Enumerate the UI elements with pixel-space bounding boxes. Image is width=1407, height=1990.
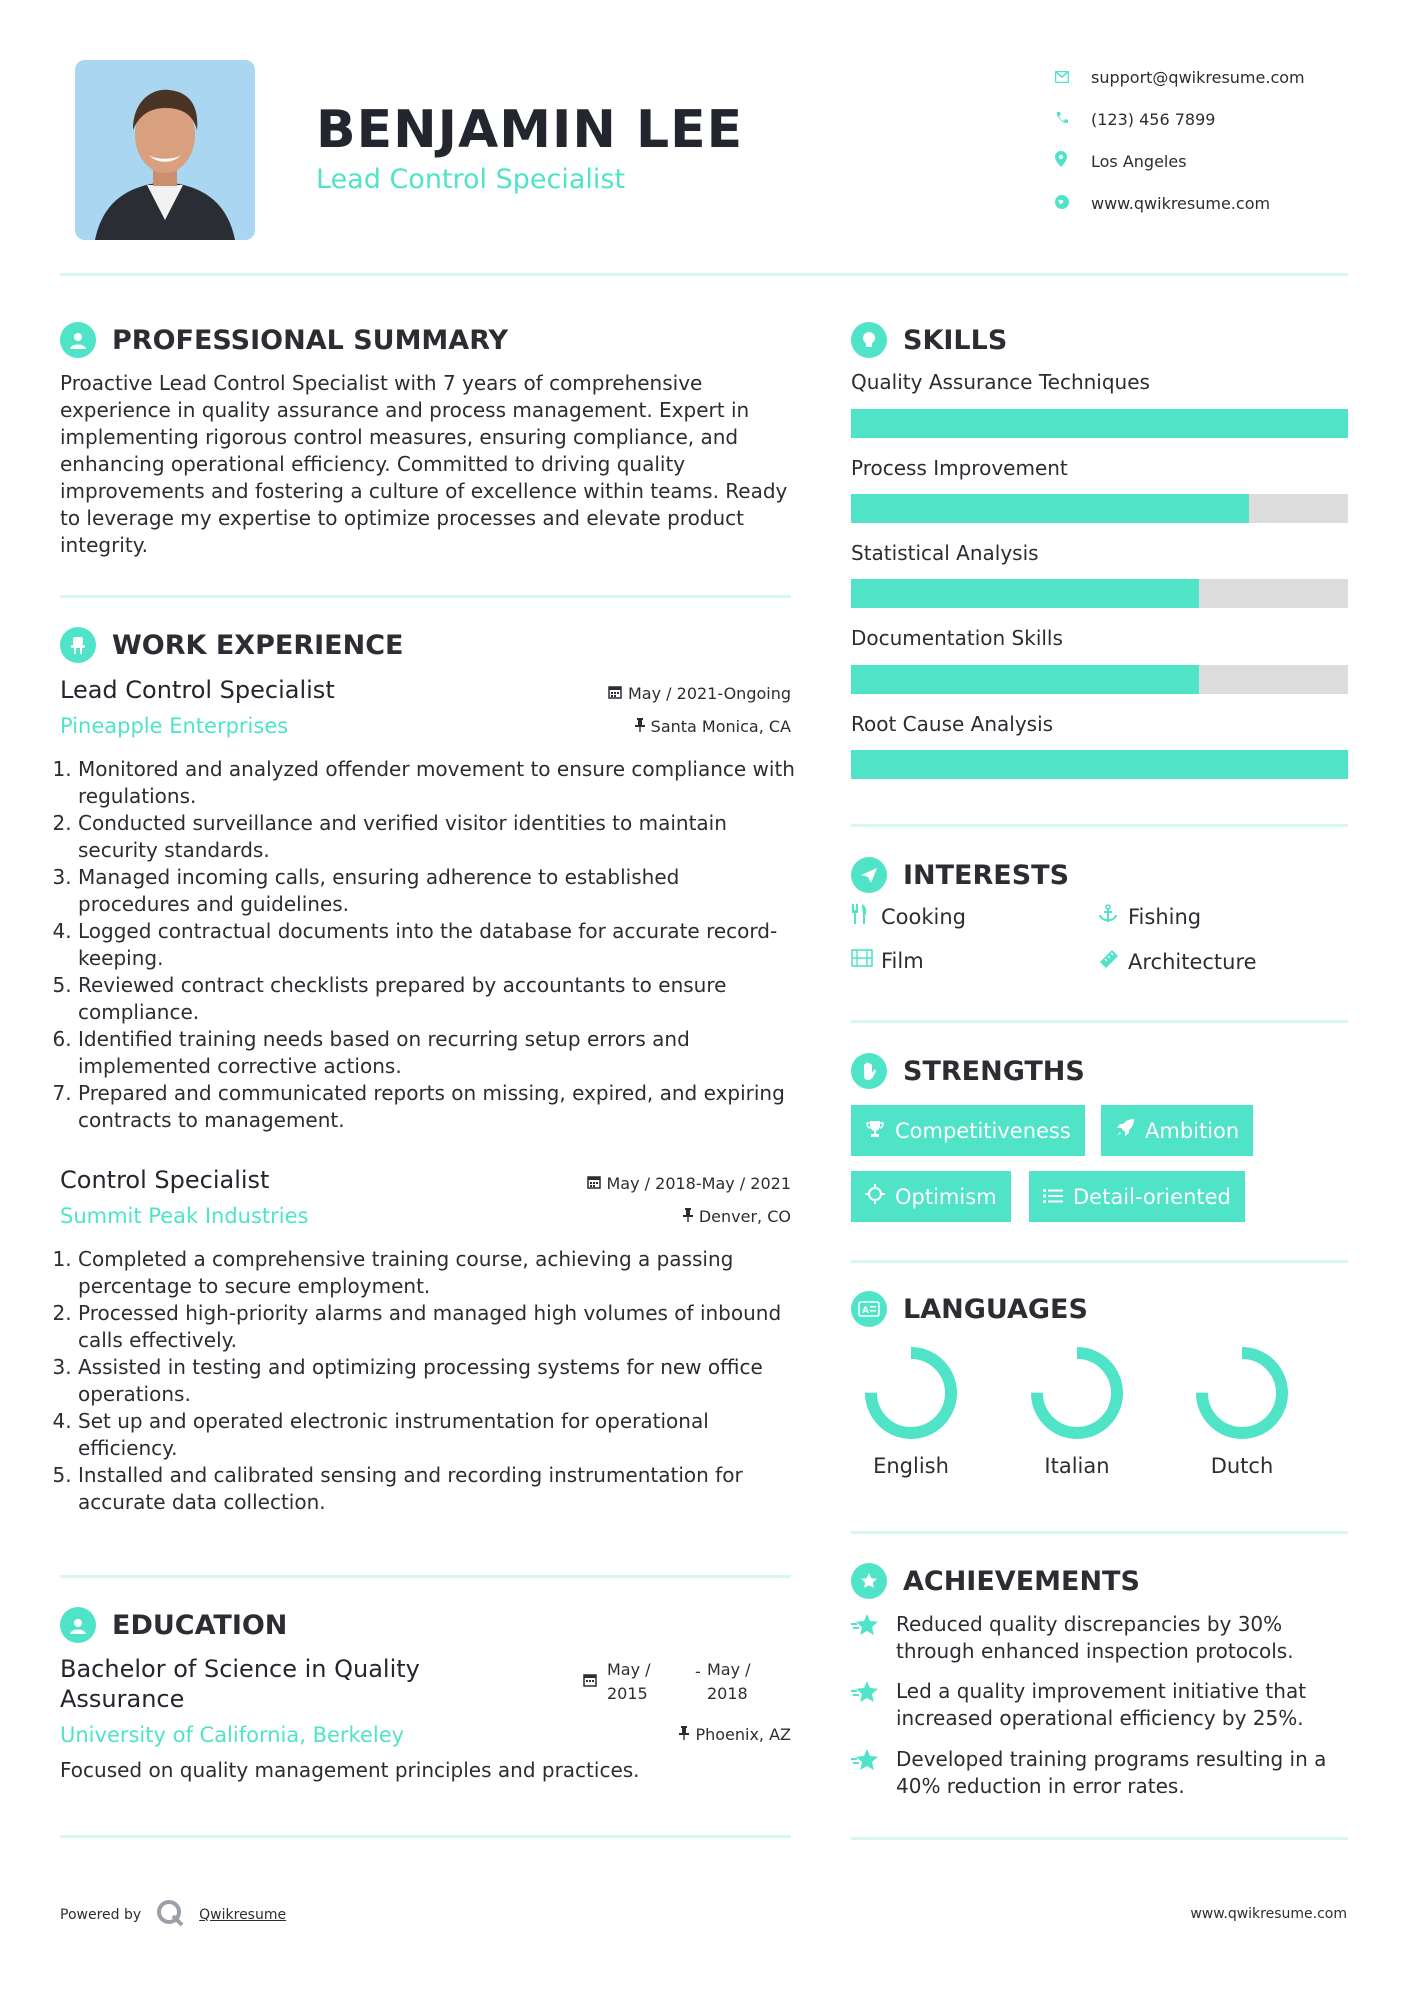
calendar-icon [583, 1658, 597, 1706]
contact-phone-text: (123) 456 7899 [1091, 109, 1216, 129]
contact-phone[interactable] [1055, 98, 1355, 140]
job-2-dates: May / 2018-May / 2021 [587, 1174, 792, 1193]
strengths-heading: STRENGTHS [851, 1053, 1085, 1089]
anchor-icon [1098, 904, 1128, 930]
language-italian [1017, 1346, 1137, 1478]
education-school: University of California, Berkeley [60, 1723, 405, 1747]
education-location: Phoenix, AZ [679, 1725, 791, 1744]
skills-heading: SKILLS [851, 322, 1007, 358]
skill-bar-fill [851, 665, 1199, 694]
pin-icon [683, 1207, 693, 1226]
pin-icon [635, 717, 645, 736]
trophy-icon [865, 1119, 885, 1143]
achievement-item: Reduced quality discrepancies by 30% through enhanced inspection protocols. [851, 1611, 1351, 1665]
list-item: 6. Identified training needs based on recurring setup errors and implemented corrective actions. [78, 1026, 795, 1080]
calendar-icon [608, 684, 622, 703]
list-item: 5. Installed and calibrated sensing and recording instrumentation for accurate data collection. [78, 1462, 795, 1516]
star-badge-icon [851, 1563, 887, 1599]
summary-heading: PROFESSIONAL SUMMARY [60, 322, 508, 358]
language-label: English [873, 1454, 949, 1478]
strength-chip: Ambition [1101, 1105, 1253, 1156]
experience-heading: WORK EXPERIENCE [60, 627, 403, 663]
strengths-divider [851, 1260, 1348, 1263]
skill-bar-fill [851, 579, 1199, 608]
language-dutch [1182, 1346, 1302, 1478]
language-gauge [1030, 1346, 1124, 1440]
list-item: 4. Logged contractual documents into the database for accurate record-keeping. [78, 918, 795, 972]
star-icon [851, 1746, 896, 1800]
language-label: Italian [1044, 1454, 1110, 1478]
languages-divider [851, 1531, 1348, 1534]
candidate-name: BENJAMIN LEE [316, 100, 744, 160]
header-divider [60, 273, 1348, 276]
powered-by-text: Powered by [60, 1907, 142, 1923]
achievements-heading: ACHIEVEMENTS [851, 1563, 1140, 1599]
job-2-duties [60, 1246, 795, 1516]
rocket-icon [1115, 1118, 1135, 1143]
list-item: 1. Monitored and analyzed offender movement to ensure compliance with regulations. [78, 756, 795, 810]
job-2-title: Control Specialist [60, 1166, 270, 1194]
chair-icon [60, 627, 96, 663]
ruler-icon [1098, 948, 1128, 976]
job-2-location: Denver, CO [683, 1207, 791, 1226]
interests-heading: INTERESTS [851, 857, 1069, 893]
skill-bar [851, 579, 1348, 608]
skill-bar [851, 750, 1348, 779]
list-item: 3. Managed incoming calls, ensuring adherence to established procedures and guidelines. [78, 864, 795, 918]
skill-bar [851, 494, 1348, 523]
calendar-icon [587, 1174, 601, 1193]
pin-icon [679, 1725, 689, 1744]
phone-icon [1055, 110, 1091, 129]
qwikresume-logo-icon [155, 1898, 185, 1932]
skill-bar-fill [851, 750, 1348, 779]
strength-chip: Competitiveness [851, 1105, 1085, 1156]
graduate-icon [60, 1607, 96, 1643]
globe-icon [1055, 194, 1091, 213]
film-icon [851, 948, 881, 973]
contact-list [1055, 56, 1355, 224]
list-item: 1. Completed a comprehensive training course, achieving a passing percentage to secure employment. [78, 1246, 795, 1300]
location-icon [1055, 151, 1091, 171]
education-degree: Bachelor of Science in Quality Assurance [60, 1655, 420, 1713]
education-divider [60, 1835, 791, 1838]
interests-divider [851, 1020, 1348, 1023]
list-item: 4. Set up and operated electronic instrumentation for operational efficiency. [78, 1408, 795, 1462]
candidate-title: Lead Control Specialist [316, 164, 626, 195]
list-icon [1043, 1185, 1063, 1209]
job-1-location: Santa Monica, CA [635, 717, 791, 736]
job-1-duties [60, 756, 795, 1134]
contact-website[interactable] [1055, 182, 1355, 224]
user-icon [60, 322, 96, 358]
qwikresume-link[interactable]: Qwikresume [199, 1907, 287, 1923]
skill-bar-fill [851, 494, 1249, 523]
lightbulb-icon [851, 322, 887, 358]
interest-cooking: Cooking [851, 904, 966, 930]
skill-label: Documentation Skills [851, 626, 1063, 650]
language-icon [851, 1291, 887, 1327]
achievements-divider [851, 1837, 1348, 1840]
job-2-company: Summit Peak Industries [60, 1204, 309, 1228]
job-1-dates: May / 2021-Ongoing [608, 684, 791, 703]
language-label: Dutch [1210, 1454, 1274, 1478]
contact-email[interactable] [1055, 56, 1355, 98]
strength-chip: Optimism [851, 1171, 1011, 1222]
interest-architecture: Architecture [1098, 948, 1257, 976]
list-item: 2. Processed high-priority alarms and managed high volumes of inbound calls effectively. [78, 1300, 795, 1354]
profile-photo [75, 60, 255, 240]
summary-text: Proactive Lead Control Specialist with 7 years of comprehensive experience in quality assurance and process management. Expert in implementing rigorous control measures, ensuring compliance, and enhancing operational efficiency. Committed to driving quality improvements and fostering a culture of excellence within teams. Ready to leverage my expertise to optimize processes and elevate product integrity. [60, 371, 788, 557]
job-1-title: Lead Control Specialist [60, 676, 335, 704]
interest-film: Film [851, 948, 924, 973]
skill-bar [851, 665, 1348, 694]
footer-website[interactable]: www.qwikresume.com [1190, 1906, 1347, 1922]
list-item: 7. Prepared and communicated reports on missing, expired, and expiring contracts to management. [78, 1080, 795, 1134]
languages-heading: A LANGUAGES [851, 1291, 1088, 1327]
skill-label: Root Cause Analysis [851, 712, 1054, 736]
language-gauge [864, 1346, 958, 1440]
svg-text:A: A [862, 1306, 869, 1316]
language-english [851, 1346, 971, 1478]
contact-location-text: Los Angeles [1091, 151, 1187, 171]
language-gauge [1195, 1346, 1289, 1440]
contact-email-text: support@qwikresume.com [1091, 67, 1305, 87]
achievement-item: Led a quality improvement initiative that increased operational efficiency by 25%. [851, 1678, 1351, 1732]
sun-icon [865, 1184, 885, 1209]
interest-fishing: Fishing [1098, 904, 1201, 930]
paper-plane-icon [851, 857, 887, 893]
list-item: 2. Conducted surveillance and verified visitor identities to maintain security standards. [78, 810, 795, 864]
summary-divider [60, 595, 791, 598]
list-item: 5. Reviewed contract checklists prepared by accountants to ensure compliance. [78, 972, 795, 1026]
list-item: 3. Assisted in testing and optimizing processing systems for new office operations. [78, 1354, 795, 1408]
education-description: Focused on quality management principles and practices. [60, 1758, 640, 1782]
experience-divider [60, 1575, 791, 1578]
utensils-icon [851, 904, 881, 930]
skill-bar-fill [851, 409, 1348, 438]
achievement-item: Developed training programs resulting in a 40% reduction in error rates. [851, 1746, 1351, 1800]
strength-chip: Detail-oriented [1029, 1171, 1245, 1222]
education-dates: May / 2015 - May / 2018 [583, 1658, 751, 1706]
skill-label: Quality Assurance Techniques [851, 370, 1150, 394]
skill-label: Statistical Analysis [851, 541, 1039, 565]
education-heading: EDUCATION [60, 1607, 287, 1643]
star-icon [851, 1611, 896, 1665]
skill-bar [851, 409, 1348, 438]
contact-location [1055, 140, 1355, 182]
footer-powered-by [60, 1898, 286, 1932]
email-icon [1055, 68, 1091, 87]
skills-divider [851, 824, 1348, 827]
skill-label: Process Improvement [851, 456, 1068, 480]
job-1-company: Pineapple Enterprises [60, 714, 289, 738]
contact-website-text: www.qwikresume.com [1091, 193, 1271, 213]
star-icon [851, 1678, 896, 1732]
hand-icon [851, 1053, 887, 1089]
